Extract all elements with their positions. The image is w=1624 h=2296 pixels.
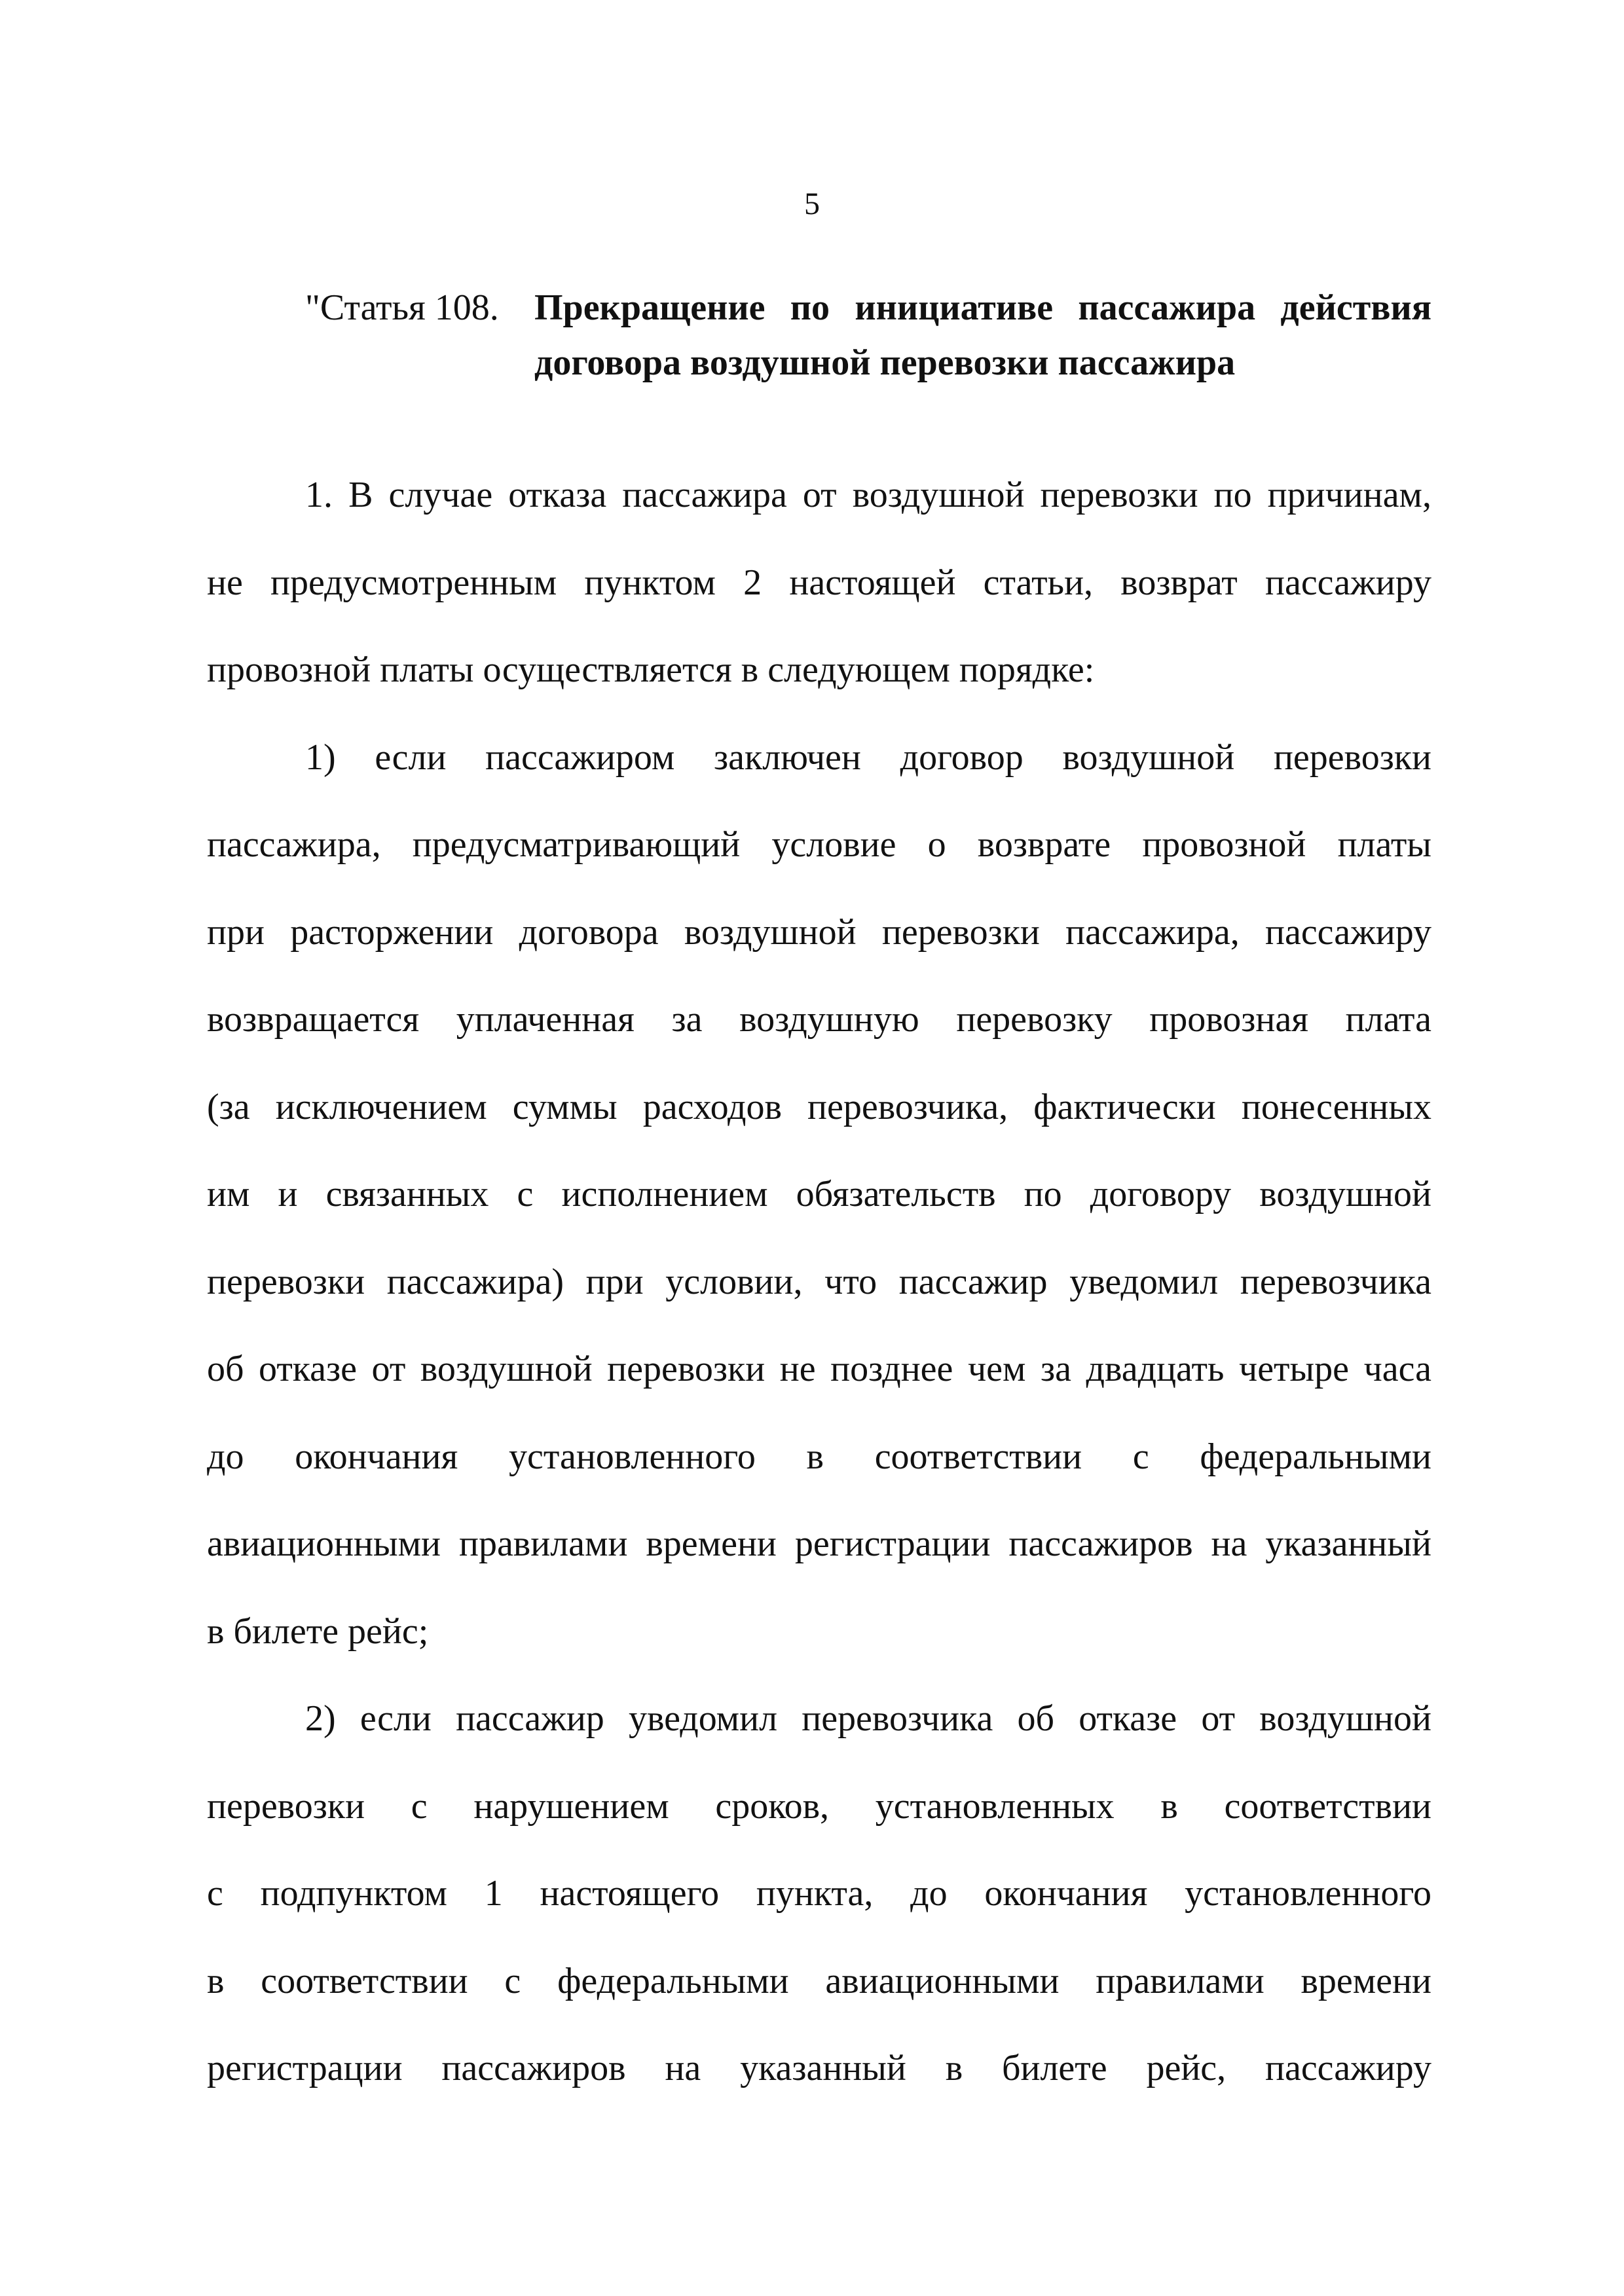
article-body — [207, 452, 1431, 2113]
article-number: "Статья 108. — [305, 287, 499, 328]
article-title-line: Прекращение по инициативе пассажира действия — [534, 287, 1431, 328]
paragraph-line: (за исключением суммы расходов перевозчика, фактически понесенных — [207, 1086, 1431, 1127]
paragraph-line: не предусмотренным пунктом 2 настоящей статьи, возврат пассажиру — [207, 562, 1431, 603]
paragraph-line: 1. В случае отказа пассажира от воздушной перевозки по причинам, — [305, 475, 1431, 515]
page-number: 5 — [804, 187, 820, 221]
paragraph-line: возвращается уплаченная за воздушную перевозку провозная плата — [207, 999, 1431, 1040]
paragraph-line: перевозки с нарушением сроков, установленных в соответствии — [207, 1785, 1431, 1827]
paragraph-line: регистрации пассажиров на указанный в билете рейс, пассажиру — [207, 2048, 1431, 2088]
article-title-line: договора воздушной перевозки пассажира — [534, 342, 1236, 383]
paragraph-line: в билете рейс; — [207, 1611, 429, 1652]
paragraph-line: до окончания установленного в соответствии с федеральными — [207, 1436, 1431, 1477]
article-heading — [305, 280, 1431, 390]
paragraph-line: с подпунктом 1 настоящего пункта, до окончания установленного — [207, 1873, 1431, 1914]
paragraph-line: им и связанных с исполнением обязательств по договору воздушной — [207, 1174, 1431, 1214]
paragraph-line: 1) если пассажиром заключен договор воздушной перевозки — [305, 737, 1431, 778]
paragraph-line: провозной платы осуществляется в следующем порядке: — [207, 649, 1095, 690]
paragraph-line: 2) если пассажир уведомил перевозчика об отказе от воздушной — [305, 1698, 1431, 1739]
paragraph-line: в соответствии с федеральными авиационными правилами времени — [207, 1960, 1431, 2001]
paragraph-line: при расторжении договора воздушной перевозки пассажира, пассажиру — [207, 911, 1431, 953]
paragraph-line: перевозки пассажира) при условии, что пассажир уведомил перевозчика — [207, 1261, 1431, 1302]
paragraph-line: авиационными правилами времени регистрации пассажиров на указанный — [207, 1523, 1431, 1564]
article-title — [534, 280, 1431, 390]
paragraph-line: об отказе от воздушной перевозки не позднее чем за двадцать четыре часа — [207, 1349, 1431, 1389]
paragraph-line: пассажира, предусматривающий условие о возврате провозной платы — [207, 824, 1431, 865]
